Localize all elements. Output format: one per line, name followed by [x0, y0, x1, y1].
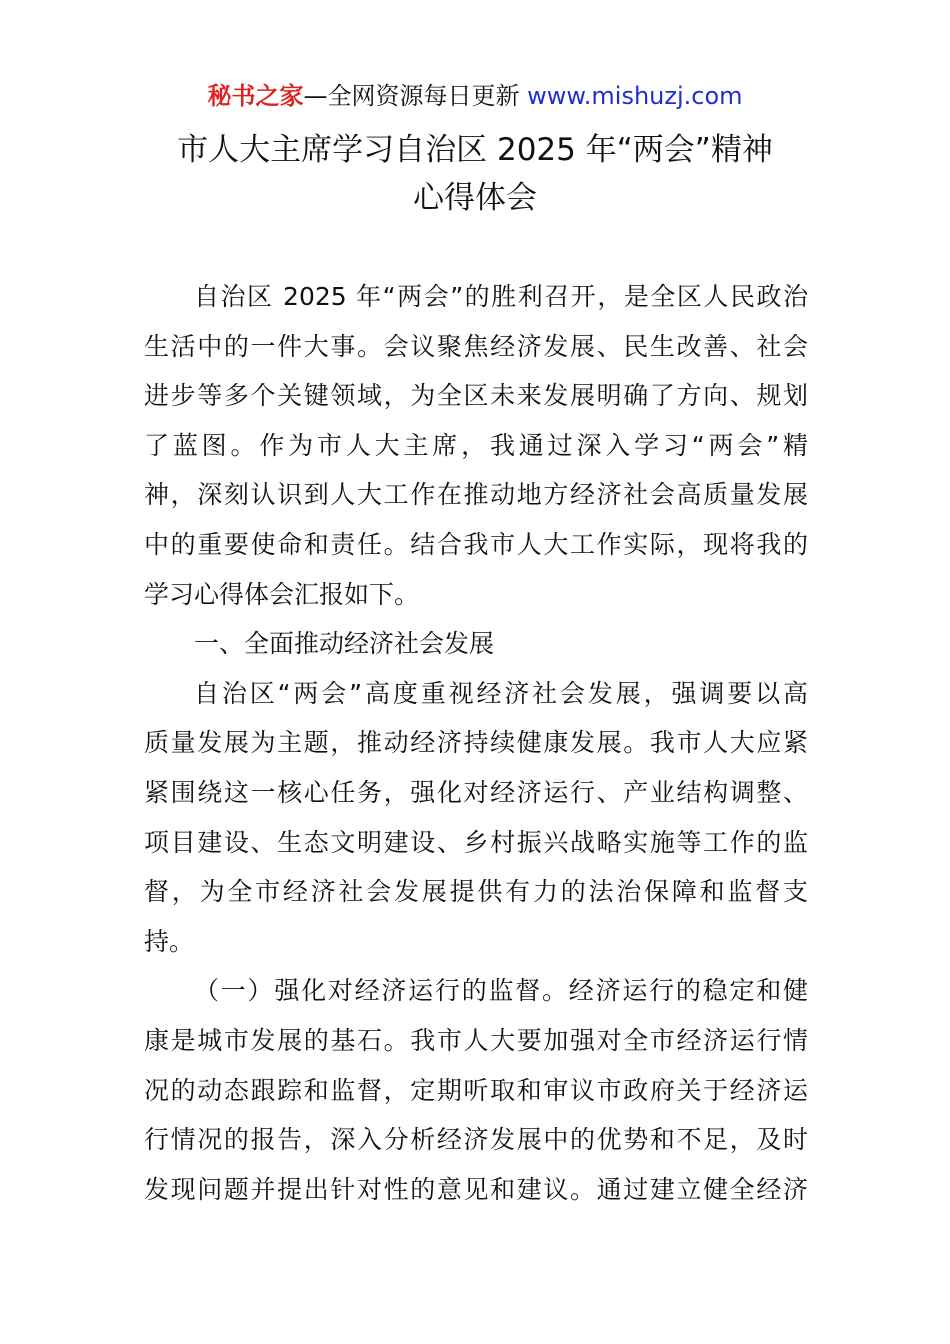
body-line: 质量发展为主题，推动经济持续健康发展。我市人大应紧: [144, 728, 808, 758]
body-line: 督，为全市经济社会发展提供有力的法治保障和监督支: [144, 877, 808, 907]
body-line: 康是城市发展的基石。我市人大要加强对全市经济运行情: [144, 1025, 808, 1055]
body-line: 发现问题并提出针对性的意见和建议。通过建立健全经济: [144, 1174, 808, 1204]
body-line: 自治区“两会”高度重视经济社会发展，强调要以高: [194, 678, 808, 708]
body-line: 学习心得体会汇报如下。: [144, 579, 420, 609]
site-header: [0, 80, 950, 112]
body-line: 行情况的报告，深入分析经济发展中的优势和不足，及时: [144, 1125, 808, 1155]
document-title: [120, 126, 830, 222]
body-line: 神，深刻认识到人大工作在推动地方经济社会高质量发展: [144, 480, 808, 510]
body-line: 自治区 2025 年“两会”的胜利召开，是全区人民政治: [194, 282, 808, 311]
body-line: 项目建设、生态文明建设、乡村振兴战略实施等工作的监: [144, 827, 808, 857]
title-line-2: 心得体会: [413, 180, 537, 216]
body-line: 紧围绕这一核心任务，强化对经济运行、产业结构调整、: [144, 777, 808, 807]
site-tagline: —全网资源每日更新: [303, 82, 528, 110]
body-line: 生活中的一件大事。会议聚焦经济发展、民生改善、社会: [144, 331, 808, 361]
title-line-1: 市人大主席学习自治区 2025 年“两会”精神: [177, 132, 773, 168]
site-name: 秘书之家: [207, 82, 304, 110]
body-line: 了蓝图。作为市人大主席，我通过深入学习“两会”精: [144, 430, 808, 460]
body-line: 况的动态跟踪和监督，定期听取和审议市政府关于经济运: [144, 1075, 808, 1105]
site-url[interactable]: www.mishuzj.com: [527, 82, 743, 110]
body-line: 中的重要使命和责任。结合我市人大工作实际，现将我的: [144, 529, 808, 559]
body-line: 进步等多个关键领域，为全区未来发展明确了方向、规划: [144, 381, 808, 411]
document-body: [144, 272, 808, 1214]
subsection-line: （一）强化对经济运行的监督。经济运行的稳定和健: [194, 976, 808, 1006]
section-heading: 一、全面推动经济社会发展: [194, 629, 495, 659]
body-line: 持。: [144, 926, 195, 956]
